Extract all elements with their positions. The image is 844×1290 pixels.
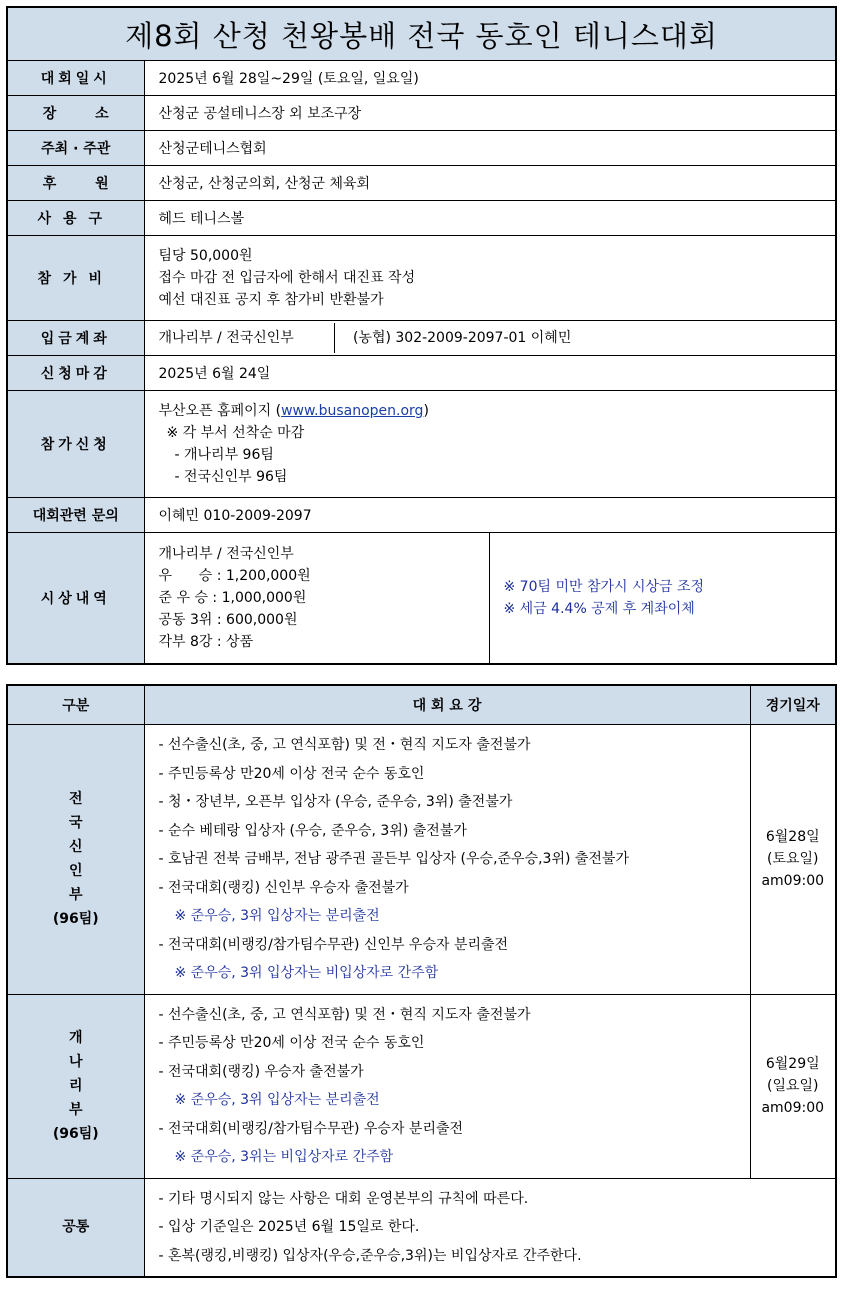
prize-amounts [144, 533, 489, 665]
homepage-link[interactable]: www.busanopen.org [281, 403, 424, 419]
rules-row-gaenari [7, 994, 836, 1178]
header-rules: 대 회 요 강 [144, 685, 750, 725]
prize-line: 개나리부 / 전국신인부 [158, 546, 294, 562]
info-label: 신청마감 [7, 356, 144, 391]
info-row-date [7, 61, 836, 96]
account-number: (농협) 302-2009-2097-01 이혜민 [352, 330, 572, 346]
info-row-sponsor [7, 166, 836, 201]
info-row-venue [7, 96, 836, 131]
prize-line: 준 우 승 : 1,000,000원 [158, 590, 307, 606]
rule-item: - 전국대회(랭킹) 신인부 우승자 출전불가 [158, 879, 409, 896]
rule-item: - 순수 베테랑 입상자 (우승, 준우승, 3위) 출전불가 [158, 822, 467, 839]
rule-item: - 전국대회(랭킹) 우승자 출전불가 [158, 1063, 364, 1080]
info-label: 후 원 [7, 166, 144, 201]
fee-line: 예선 대진표 공지 후 참가비 반환불가 [158, 292, 384, 308]
info-row-account [7, 321, 836, 356]
info-row-contact [7, 498, 836, 533]
rule-item: - 호남권 전북 금배부, 전남 광주권 골든부 입상자 (우승,준우승,3위) 출전불가 [158, 851, 629, 867]
apply-line: - 전국신인부 96팀 [174, 469, 288, 485]
info-label: 입금계좌 [7, 321, 144, 356]
info-row-prize [7, 533, 836, 665]
rule-note: ※ 준우승, 3위 입상자는 분리출전 [174, 1092, 380, 1108]
rule-note: ※ 준우승, 3위는 비입상자로 간주함 [174, 1149, 394, 1165]
rule-item: - 주민등록상 만20세 이상 전국 순수 동호인 [158, 1035, 425, 1051]
info-value [144, 321, 836, 356]
rule-note: ※ 준우승, 3위 입상자는 분리출전 [174, 908, 380, 924]
rules-list-common [144, 1178, 836, 1277]
rule-item: - 선수출신(초, 중, 고 연식포함) 및 전・현직 지도자 출전불가 [158, 1006, 531, 1023]
info-row-ball [7, 201, 836, 236]
rules-row-national [7, 725, 836, 995]
category-national: 전 국 신 인 부 (96팀) [7, 725, 144, 995]
info-row-deadline [7, 356, 836, 391]
category-common: 공통 [7, 1178, 144, 1277]
prize-notes [489, 533, 836, 665]
rule-note: ※ 준우승, 3위 입상자는 비입상자로 간주함 [174, 965, 439, 981]
rules-row-common [7, 1178, 836, 1277]
info-label: 참가비 [7, 236, 144, 321]
info-value: 2025년 6월 24일 [144, 356, 836, 391]
page-title: 제8회 산청 천왕봉배 전국 동호인 테니스대회 [7, 7, 836, 61]
info-value [144, 236, 836, 321]
info-value: 헤드 테니스볼 [144, 201, 836, 236]
info-row-host [7, 131, 836, 166]
rule-item: - 전국대회(비랭킹/참가팀수무관) 우승자 분리출전 [158, 1120, 464, 1137]
rule-item: - 청・장년부, 오픈부 입상자 (우승, 준우승, 3위) 출전불가 [158, 794, 513, 810]
info-label: 참가신청 [7, 391, 144, 498]
info-label: 시상내역 [7, 533, 144, 665]
rule-item: - 선수출신(초, 중, 고 연식포함) 및 전・현직 지도자 출전불가 [158, 737, 531, 753]
apply-prefix: 부산오픈 홈페이지 ( [158, 403, 282, 419]
info-label: 사용구 [7, 201, 144, 236]
info-row-fee [7, 236, 836, 321]
prize-line: 각부 8강 : 상품 [158, 634, 254, 650]
match-date-gaenari: 6월29일 (일요일) am09:00 [750, 994, 836, 1178]
info-label: 장 소 [7, 96, 144, 131]
info-value: 이혜민 010-2009-2097 [144, 498, 836, 533]
rule-item: - 전국대회(비랭킹/참가팀수무관) 신인부 우승자 분리출전 [158, 936, 509, 953]
info-value [144, 391, 836, 498]
info-value: 산청군, 산청군의회, 산청군 체육회 [144, 166, 836, 201]
rule-item: - 혼복(랭킹,비랭킹) 입상자(우승,준우승,3위)는 비입상자로 간주한다. [158, 1247, 582, 1264]
apply-line: ※ 각 부서 선착순 마감 [166, 425, 305, 441]
rules-list-gaenari [144, 994, 750, 1178]
rules-header-row [7, 685, 836, 725]
header-category: 구분 [7, 685, 144, 725]
rules-list-national [144, 725, 750, 995]
rule-item: - 주민등록상 만20세 이상 전국 순수 동호인 [158, 765, 425, 782]
fee-line: 접수 마감 전 입금자에 한해서 대진표 작성 [158, 270, 416, 286]
prize-note: ※ 세금 4.4% 공제 후 계좌이체 [503, 601, 695, 617]
info-label: 주최 · 주관 [7, 131, 144, 166]
info-value: 산청군테니스협회 [144, 131, 836, 166]
prize-line: 공동 3위 : 600,000원 [158, 612, 298, 628]
info-row-apply [7, 391, 836, 498]
apply-line: - 개나리부 96팀 [174, 447, 274, 463]
header-date: 경기일자 [750, 685, 836, 725]
prize-line: 우 승 : 1,200,000원 [158, 568, 311, 584]
info-label: 대회일시 [7, 61, 144, 96]
info-value: 산청군 공설테니스장 외 보조구장 [144, 96, 836, 131]
rule-item: - 기타 명시되지 않는 사항은 대회 운영본부의 규칙에 따른다. [158, 1190, 529, 1207]
match-date-national: 6월28일 (토요일) am09:00 [750, 725, 836, 995]
fee-line: 팀당 50,000원 [158, 248, 253, 264]
account-divisions: 개나리부 / 전국신인부 [159, 323, 335, 353]
category-gaenari: 개 나 리 부 (96팀) [7, 994, 144, 1178]
rules-table [6, 684, 837, 1278]
tournament-info-table [6, 6, 837, 665]
apply-suffix: ) [423, 403, 429, 419]
prize-note: ※ 70팀 미만 참가시 시상금 조정 [503, 579, 705, 595]
info-value: 2025년 6월 28일~29일 (토요일, 일요일) [144, 61, 836, 96]
info-label: 대회관련 문의 [7, 498, 144, 533]
rule-item: - 입상 기준일은 2025년 6월 15일로 한다. [158, 1219, 420, 1235]
